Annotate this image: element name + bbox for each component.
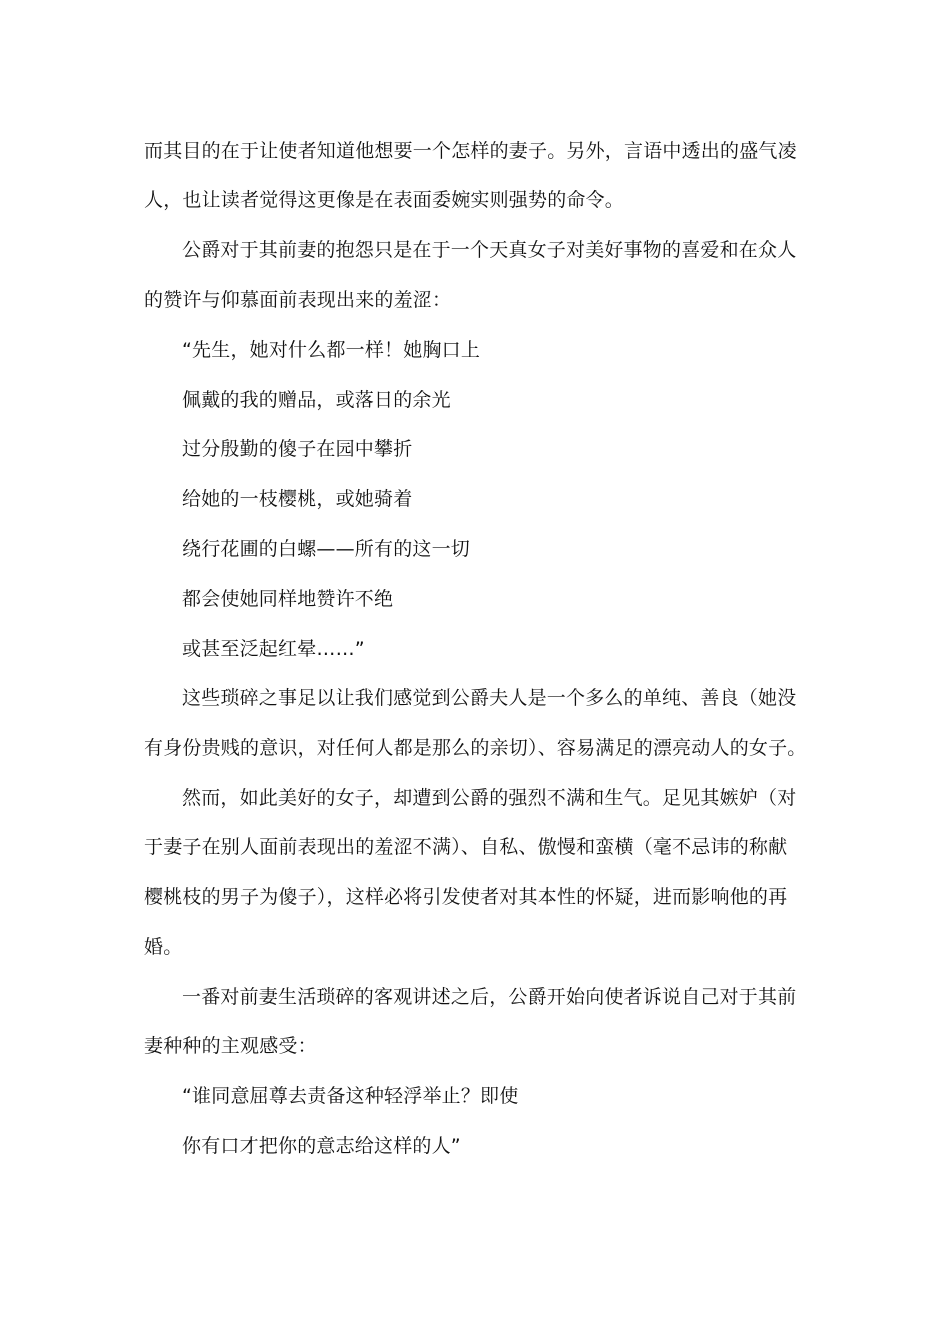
quote-line-2: 佩戴的我的赠品，或落日的余光 — [182, 389, 451, 411]
paragraph-line-11: 一番对前妻生活琐碎的客观讲述之后，公爵开始向使者诉说自己对于其前 — [182, 986, 797, 1008]
quote-line-5: 绕行花圃的白螺——所有的这一切 — [182, 538, 471, 560]
paragraph-line-2: 人，也让读者觉得这更像是在表面委婉实则强势的命令。 — [144, 189, 625, 211]
paragraph-line-3: 公爵对于其前妻的抱怨只是在于一个天真女子对美好事物的喜爱和在众人 — [182, 239, 797, 261]
paragraph-line-9: 樱桃枝的男子为傻子），这样必将引发使者对其本性的怀疑，进而影响他的再 — [144, 886, 788, 908]
paragraph-line-8: 于妻子在别人面前表现出的羞涩不满）、自私、傲慢和蛮横（毫不忌讳的称献 — [144, 836, 788, 858]
quote-line-7: 或甚至泛起红晕……” — [182, 638, 365, 660]
paragraph-line-5: 这些琐碎之事足以让我们感觉到公爵夫人是一个多么的单纯、善良（她没 — [182, 687, 797, 709]
quote-line-6: 都会使她同样地赞许不绝 — [182, 588, 394, 610]
paragraph-line-6: 有身份贵贱的意识，对任何人都是那么的亲切）、容易满足的漂亮动人的女子。 — [144, 737, 807, 759]
paragraph-line-10: 婚。 — [144, 936, 183, 958]
quote-line-8: “谁同意屈尊去责备这种轻浮举止？即使 — [182, 1085, 519, 1107]
quote-line-4: 给她的一枝樱桃，或她骑着 — [182, 488, 413, 510]
quote-line-3: 过分殷勤的傻子在园中攀折 — [182, 438, 413, 460]
paragraph-line-7: 然而，如此美好的女子，却遭到公爵的强烈不满和生气。足见其嫉妒（对 — [182, 787, 797, 809]
paragraph-line-4: 的赞许与仰慕面前表现出来的羞涩： — [144, 289, 452, 311]
quote-line-9: 你有口才把你的意志给这样的人” — [182, 1135, 461, 1157]
quote-line-1: “先生，她对什么都一样！她胸口上 — [182, 339, 481, 361]
paragraph-line-12: 妻种种的主观感受： — [144, 1035, 317, 1057]
paragraph-line-1: 而其目的在于让使者知道他想要一个怎样的妻子。另外，言语中透出的盛气凌 — [144, 140, 797, 162]
